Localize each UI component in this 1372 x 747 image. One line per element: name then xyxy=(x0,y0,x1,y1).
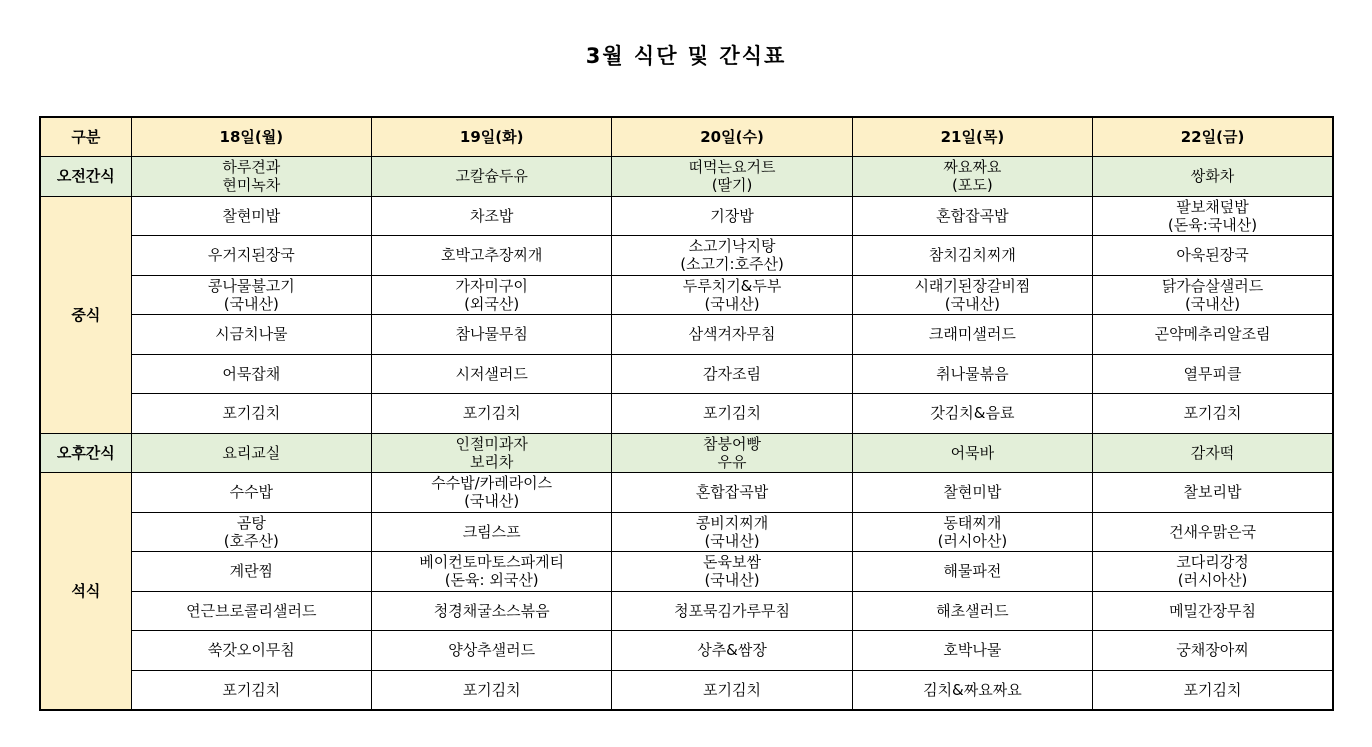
menu-cell xyxy=(131,196,371,236)
menu-cell xyxy=(131,433,371,473)
menu-cell xyxy=(1093,196,1333,236)
header-row xyxy=(40,117,1333,157)
menu-item-name: 김치&짜요짜요 xyxy=(923,680,1022,699)
menu-item-name: 포기김치 xyxy=(1183,680,1242,699)
menu-cell xyxy=(852,196,1092,236)
menu-cell xyxy=(612,512,852,552)
menu-cell xyxy=(852,315,1092,355)
page-title: 3월 식단 및 간식표 xyxy=(585,44,787,68)
menu-cell xyxy=(1093,236,1333,276)
menu-cell xyxy=(852,631,1092,671)
menu-cell xyxy=(612,196,852,236)
menu-item-name: 열무피클 xyxy=(1183,364,1242,383)
menu-item-note: (외국산) xyxy=(464,294,520,313)
menu-item-note: (국내산) xyxy=(704,571,760,590)
menu-item-name: 포기김치 xyxy=(462,680,521,699)
menu-cell xyxy=(131,473,371,513)
menu-item-name: 청경채굴소스볶음 xyxy=(433,601,550,620)
menu-cell xyxy=(612,552,852,592)
menu-cell xyxy=(372,236,612,276)
menu-item-name: 취나물볶음 xyxy=(936,364,1009,383)
menu-item-note: (호주산) xyxy=(223,531,279,550)
menu-cell xyxy=(131,157,371,197)
menu-item-name: 연근브로콜리샐러드 xyxy=(186,601,317,620)
lunch-row xyxy=(40,354,1333,394)
menu-cell xyxy=(131,552,371,592)
menu-cell xyxy=(852,236,1092,276)
menu-item-name: 쑥갓오이무침 xyxy=(207,641,295,660)
menu-item-name: 포기김치 xyxy=(703,404,762,423)
menu-cell xyxy=(612,591,852,631)
menu-item-name: 참치김치찌개 xyxy=(928,246,1016,265)
menu-cell xyxy=(852,354,1092,394)
menu-item-name: 갓김치&음료 xyxy=(930,404,1015,423)
menu-cell xyxy=(852,157,1092,197)
menu-cell xyxy=(852,552,1092,592)
day-header: 22일(금) xyxy=(1093,117,1333,157)
menu-item-name: 해물파전 xyxy=(943,562,1002,581)
menu-cell xyxy=(131,631,371,671)
menu-cell xyxy=(612,157,852,197)
meal-label: 오전간식 xyxy=(40,157,131,197)
lunch-row xyxy=(40,275,1333,315)
menu-cell xyxy=(131,354,371,394)
menu-item-name: 찰보리밥 xyxy=(1183,483,1242,502)
menu-item-note: (돈육:국내산) xyxy=(1167,215,1258,234)
dinner-row xyxy=(40,670,1333,710)
menu-item-name: 크림스프 xyxy=(462,522,521,541)
menu-item-name: 감자떡 xyxy=(1190,443,1235,462)
afternoon-snack-row xyxy=(40,433,1333,473)
menu-item-name: 감자조림 xyxy=(703,364,762,383)
menu-cell xyxy=(372,631,612,671)
menu-cell xyxy=(372,315,612,355)
menu-cell xyxy=(852,512,1092,552)
menu-cell xyxy=(852,275,1092,315)
menu-item-note: (국내산) xyxy=(704,294,760,313)
menu-item-name: 시저샐러드 xyxy=(455,364,528,383)
menu-item-name: 하루견과 xyxy=(222,158,281,177)
menu-item-name: 수수밥 xyxy=(229,483,274,502)
menu-item-name: 찰현미밥 xyxy=(222,206,281,225)
menu-cell xyxy=(1093,473,1333,513)
menu-cell xyxy=(1093,433,1333,473)
menu-item-name: 포기김치 xyxy=(222,404,281,423)
menu-cell xyxy=(1093,157,1333,197)
meal-label: 중식 xyxy=(40,196,131,433)
menu-cell xyxy=(372,591,612,631)
menu-item-note: (소고기:호주산) xyxy=(680,255,784,274)
dinner-row xyxy=(40,512,1333,552)
menu-item-note: 보리차 xyxy=(469,452,514,471)
menu-cell xyxy=(131,275,371,315)
menu-item-name: 계란찜 xyxy=(229,562,274,581)
menu-item-note: 우유 xyxy=(717,452,747,471)
menu-cell xyxy=(131,591,371,631)
menu-cell xyxy=(612,433,852,473)
menu-item-name: 돈육보쌈 xyxy=(703,553,762,572)
morning-snack-row xyxy=(40,157,1333,197)
menu-item-name: 메밀간장무침 xyxy=(1169,601,1257,620)
menu-item-name: 곤약메추리알조림 xyxy=(1154,325,1271,344)
menu-cell xyxy=(372,157,612,197)
day-header: 20일(수) xyxy=(612,117,852,157)
menu-cell xyxy=(131,236,371,276)
menu-cell xyxy=(612,275,852,315)
menu-cell xyxy=(372,275,612,315)
menu-item-name: 쌍화차 xyxy=(1190,167,1235,186)
menu-cell xyxy=(852,670,1092,710)
menu-item-name: 참붕어빵 xyxy=(703,434,762,453)
menu-cell xyxy=(612,631,852,671)
menu-item-name: 시래기된장갈비찜 xyxy=(914,276,1031,295)
menu-cell xyxy=(1093,552,1333,592)
menu-item-name: 고칼슘두유 xyxy=(455,167,528,186)
menu-cell xyxy=(852,591,1092,631)
menu-cell xyxy=(1093,275,1333,315)
day-header: 18일(월) xyxy=(131,117,371,157)
menu-item-name: 삼색겨자무침 xyxy=(688,325,776,344)
menu-cell xyxy=(372,473,612,513)
menu-item-note: (러시아산) xyxy=(937,531,1008,550)
menu-item-note: (국내산) xyxy=(464,492,520,511)
menu-item-name: 소고기낙지탕 xyxy=(688,237,776,256)
menu-cell xyxy=(612,394,852,434)
menu-item-name: 떠먹는요거트 xyxy=(688,158,776,177)
menu-item-note: (국내산) xyxy=(944,294,1000,313)
menu-cell xyxy=(612,236,852,276)
menu-item-name: 혼합잡곡밥 xyxy=(695,483,769,502)
menu-item-name: 아욱된장국 xyxy=(1176,246,1249,265)
menu-item-name: 동태찌개 xyxy=(943,513,1002,532)
lunch-row xyxy=(40,236,1333,276)
menu-cell xyxy=(852,473,1092,513)
menu-cell xyxy=(372,512,612,552)
menu-cell xyxy=(612,315,852,355)
menu-item-name: 호박고추장찌개 xyxy=(440,246,543,265)
menu-cell xyxy=(1093,670,1333,710)
menu-cell xyxy=(1093,631,1333,671)
menu-item-name: 가자미구이 xyxy=(455,276,528,295)
meal-label: 오후간식 xyxy=(40,433,131,473)
menu-item-name: 닭가슴살샐러드 xyxy=(1161,276,1264,295)
menu-item-name: 콩비지찌개 xyxy=(695,513,769,532)
lunch-row xyxy=(40,394,1333,434)
menu-item-name: 기장밥 xyxy=(710,206,754,225)
menu-item-name: 크래미샐러드 xyxy=(928,325,1016,344)
menu-item-name: 포기김치 xyxy=(222,680,281,699)
menu-cell xyxy=(852,433,1092,473)
menu-cell xyxy=(372,433,612,473)
menu-item-name: 짜요짜요 xyxy=(943,158,1002,177)
menu-item-name: 혼합잡곡밥 xyxy=(936,206,1009,225)
menu-item-name: 차조밥 xyxy=(469,206,514,225)
menu-item-name: 포기김치 xyxy=(1183,404,1242,423)
lunch-row xyxy=(40,196,1333,236)
menu-item-name: 코다리강정 xyxy=(1176,553,1249,572)
menu-item-name: 팔보채덮밥 xyxy=(1176,197,1249,216)
menu-item-note: (국내산) xyxy=(704,531,760,550)
menu-item-name: 청포묵김가루무침 xyxy=(674,601,790,620)
menu-item-name: 상추&쌈장 xyxy=(697,641,767,660)
menu-item-name: 요리교실 xyxy=(222,443,281,462)
menu-item-name: 해초샐러드 xyxy=(936,601,1009,620)
menu-item-name: 참나물무침 xyxy=(455,325,528,344)
menu-cell xyxy=(131,394,371,434)
menu-item-name: 어묵바 xyxy=(950,443,995,462)
menu-cell xyxy=(612,473,852,513)
dinner-row xyxy=(40,591,1333,631)
menu-cell xyxy=(131,670,371,710)
menu-item-name: 곰탕 xyxy=(236,513,266,532)
menu-item-note: (국내산) xyxy=(1184,294,1241,313)
menu-item-name: 궁채장아찌 xyxy=(1176,641,1249,660)
menu-item-name: 수수밥/카레라이스 xyxy=(431,474,553,493)
menu-item-name: 포기김치 xyxy=(462,404,521,423)
menu-item-name: 호박나물 xyxy=(943,641,1002,660)
menu-item-name: 인절미과자 xyxy=(455,434,528,453)
menu-item-name: 포기김치 xyxy=(703,680,762,699)
menu-item-name: 콩나물불고기 xyxy=(207,276,295,295)
menu-item-note: (국내산) xyxy=(223,294,279,313)
menu-item-name: 찰현미밥 xyxy=(943,483,1002,502)
menu-cell xyxy=(372,394,612,434)
menu-item-name: 우거지된장국 xyxy=(207,246,295,265)
dinner-row xyxy=(40,552,1333,592)
menu-cell xyxy=(1093,354,1333,394)
menu-item-name: 베이컨토마토스파게티 xyxy=(419,553,565,572)
menu-cell xyxy=(131,315,371,355)
lunch-row xyxy=(40,315,1333,355)
dinner-row xyxy=(40,473,1333,513)
menu-cell xyxy=(131,512,371,552)
menu-cell xyxy=(1093,512,1333,552)
day-header: 19일(화) xyxy=(372,117,612,157)
menu-cell xyxy=(1093,394,1333,434)
meal-label: 석식 xyxy=(40,473,131,710)
menu-item-name: 양상추샐러드 xyxy=(448,641,536,660)
menu-cell xyxy=(1093,591,1333,631)
dinner-row xyxy=(40,631,1333,671)
menu-item-name: 시금치나물 xyxy=(215,325,288,344)
meal-table xyxy=(39,116,1334,711)
menu-item-name: 건새우맑은국 xyxy=(1169,522,1257,541)
menu-cell xyxy=(1093,315,1333,355)
menu-cell xyxy=(372,354,612,394)
menu-cell xyxy=(372,670,612,710)
day-header: 21일(목) xyxy=(852,117,1092,157)
menu-cell xyxy=(372,552,612,592)
menu-item-note: 현미녹차 xyxy=(222,176,281,195)
menu-cell xyxy=(852,394,1092,434)
menu-cell xyxy=(372,196,612,236)
menu-item-note: (딸기) xyxy=(711,176,753,195)
menu-item-name: 어묵잡채 xyxy=(222,364,281,383)
menu-item-note: (러시아산) xyxy=(1177,571,1248,590)
category-header: 구분 xyxy=(40,117,131,157)
menu-cell xyxy=(612,670,852,710)
menu-item-name: 두루치기&두부 xyxy=(682,276,782,295)
menu-cell xyxy=(612,354,852,394)
menu-item-note: (포도) xyxy=(952,176,993,195)
menu-item-note: (돈육: 외국산) xyxy=(444,571,539,590)
